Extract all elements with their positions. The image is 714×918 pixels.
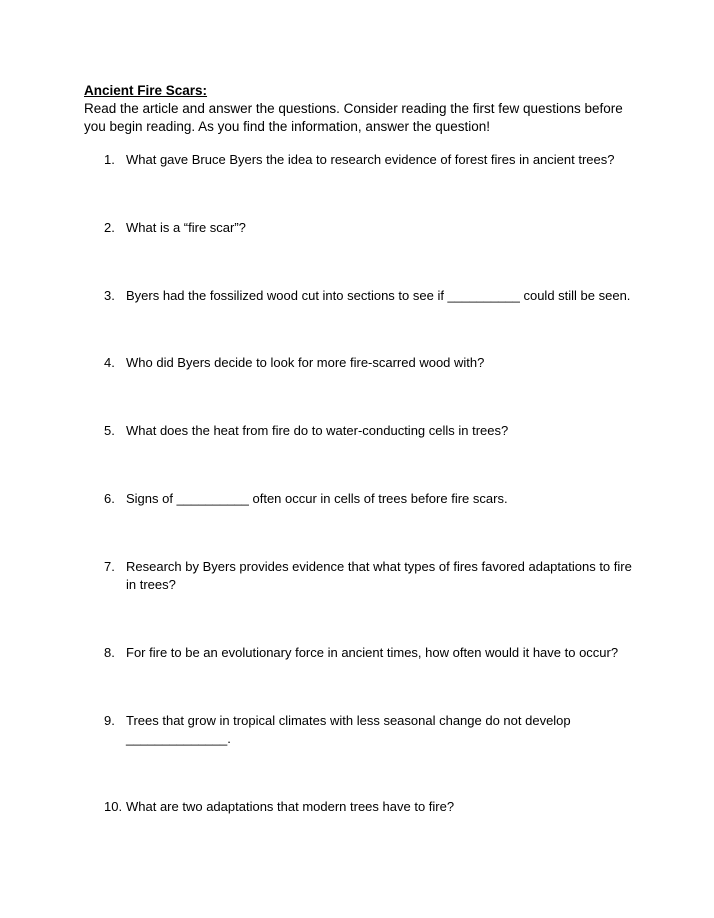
question-number: 8. — [104, 645, 115, 660]
question-number: 2. — [104, 220, 115, 235]
question-number: 1. — [104, 152, 115, 167]
question-text: What does the heat from fire do to water-conducting cells in trees? — [126, 423, 509, 438]
question-number: 9. — [104, 713, 115, 728]
question-6 — [104, 490, 644, 508]
question-7 — [104, 558, 634, 594]
question-number: 3. — [104, 288, 115, 303]
question-4 — [104, 354, 644, 372]
worksheet-title: Ancient Fire Scars: — [84, 83, 208, 98]
question-2 — [104, 219, 644, 237]
question-text: Byers had the fossilized wood cut into sections to see if __________ could still be seen. — [126, 288, 631, 303]
question-number: 4. — [104, 355, 115, 370]
question-text: Signs of __________ often occur in cells of trees before fire scars. — [126, 491, 508, 506]
question-text: Research by Byers provides evidence that what types of fires favored adaptations to fire in trees? — [126, 559, 632, 592]
question-9 — [104, 712, 574, 748]
question-text: Trees that grow in tropical climates with less seasonal change do not develop ______________. — [126, 713, 571, 746]
question-number: 10. — [104, 799, 123, 814]
question-3 — [104, 287, 644, 305]
worksheet-instructions: Read the article and answer the questions. Consider reading the first few questions before you begin reading. As you find the information, answer the question! — [84, 101, 623, 134]
question-text: What gave Bruce Byers the idea to research evidence of forest fires in ancient trees? — [126, 152, 615, 167]
question-5 — [104, 422, 644, 440]
question-text: For fire to be an evolutionary force in ancient times, how often would it have to occur? — [126, 645, 619, 660]
question-number: 6. — [104, 491, 115, 506]
question-1 — [104, 151, 644, 169]
question-number: 5. — [104, 423, 115, 438]
question-text: Who did Byers decide to look for more fire-scarred wood with? — [126, 355, 485, 370]
question-8 — [104, 644, 644, 662]
question-number: 7. — [104, 559, 115, 574]
question-text: What are two adaptations that modern trees have to fire? — [126, 799, 455, 814]
question-text: What is a “fire scar”? — [126, 220, 246, 235]
question-10 — [104, 798, 644, 816]
